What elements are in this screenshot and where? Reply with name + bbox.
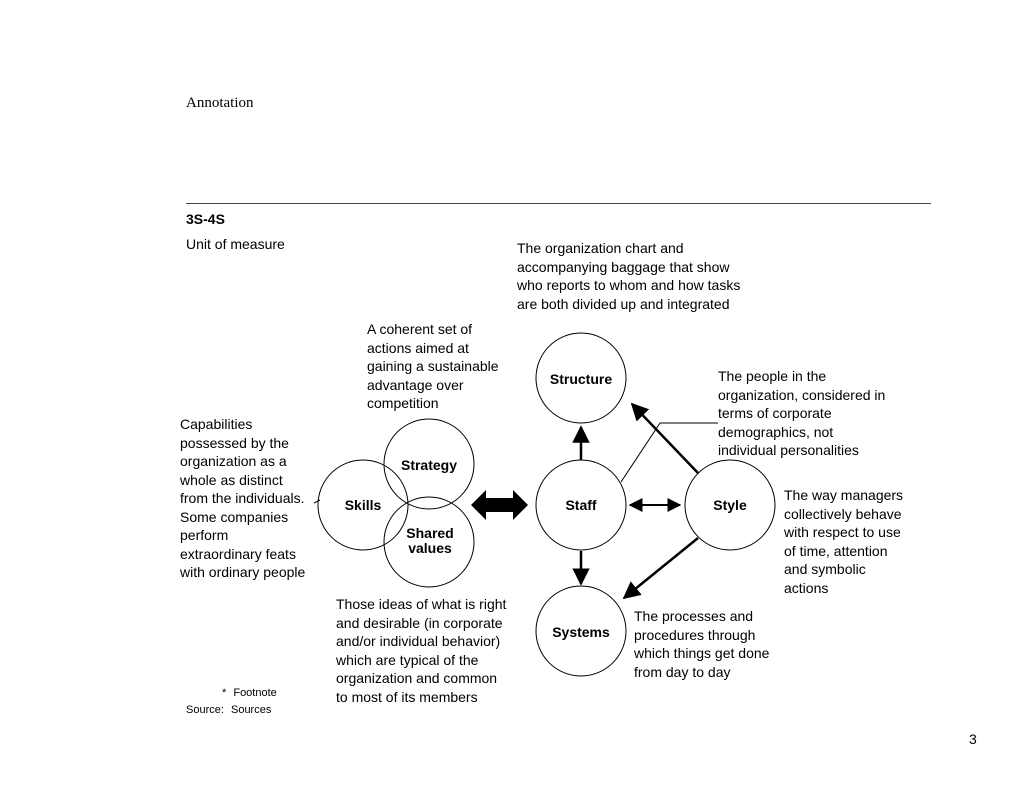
description-line: Capabilities (180, 416, 253, 432)
shared-values-label-line1: Shared (406, 525, 454, 541)
description-line: A coherent set of (367, 321, 473, 337)
description-line: extraordinary feats (180, 545, 296, 562)
description-line: whole as distinct (180, 471, 283, 488)
description-line: of time, attention (784, 542, 888, 559)
description-line: to most of its members (336, 688, 478, 705)
source-label: Source: (186, 704, 224, 716)
description-line: Those ideas of what is right (336, 596, 507, 612)
description-line: organization, considered in (718, 386, 886, 403)
style-description (784, 486, 903, 597)
strategy-description (367, 320, 499, 413)
double-arrow-icon (471, 490, 528, 520)
shared-values-description (336, 595, 506, 706)
description-line: The processes and (634, 608, 754, 624)
description-line: individual personalities (718, 442, 859, 458)
source-line (186, 704, 271, 716)
footnote-marker: * (222, 687, 227, 699)
strategy-label: Strategy (400, 457, 458, 473)
skills-leader-line (314, 500, 320, 503)
description-line: collectively behave (784, 505, 902, 522)
shared-values-label-line2: values (408, 540, 452, 556)
description-line: advantage over (367, 376, 464, 393)
annotation-label: Annotation (186, 95, 254, 111)
description-line: actions (784, 579, 829, 596)
description-line: are both divided up and integrated (517, 295, 730, 312)
description-line: organization as a (180, 453, 287, 469)
style-structure-arrow (632, 404, 698, 473)
description-line: from the individuals. (180, 490, 305, 506)
skills-description (180, 415, 305, 582)
description-line: demographics, not (718, 423, 834, 440)
description-line: and/or individual behavior) (336, 633, 501, 649)
description-line: with respect to use (784, 524, 901, 540)
style-label: Style (713, 497, 747, 513)
unit-of-measure: Unit of measure (186, 236, 285, 252)
description-line: which are typical of the (336, 651, 479, 668)
skills-label: Skills (344, 497, 382, 513)
systems-description (634, 607, 769, 681)
description-line: accompanying baggage that show (517, 258, 730, 275)
description-line: The way managers (784, 487, 904, 503)
footnote-text: Footnote (233, 687, 277, 699)
staff-leader-line (621, 423, 718, 482)
structure-description (517, 239, 740, 313)
description-line: The people in the (718, 368, 827, 384)
structure-label: Structure (549, 371, 613, 387)
footnote (222, 687, 277, 699)
staff-label: Staff (565, 497, 597, 513)
description-line: and symbolic (784, 561, 866, 577)
description-line: competition (367, 395, 439, 411)
description-line: from day to day (634, 663, 731, 680)
description-line: perform (180, 527, 229, 543)
description-line: possessed by the (180, 434, 289, 451)
description-line: terms of corporate (718, 405, 832, 421)
systems-label: Systems (552, 624, 610, 640)
style-systems-arrow (624, 538, 698, 598)
page-number: 3 (969, 731, 977, 747)
description-line: with ordinary people (180, 564, 306, 580)
page-title: 3S-4S (186, 211, 225, 227)
source-text: Sources (230, 704, 272, 716)
description-line: actions aimed at (367, 339, 469, 356)
description-line: organization and common (336, 670, 498, 686)
description-line: and desirable (in corporate (336, 614, 503, 631)
description-line: procedures through (634, 626, 756, 643)
description-line: gaining a sustainable (367, 358, 499, 374)
staff-description (718, 367, 885, 460)
description-line: which things get done (634, 645, 770, 661)
description-line: The organization chart and (517, 240, 684, 256)
description-line: Some companies (180, 508, 289, 525)
description-line: who reports to whom and how tasks (517, 277, 741, 293)
